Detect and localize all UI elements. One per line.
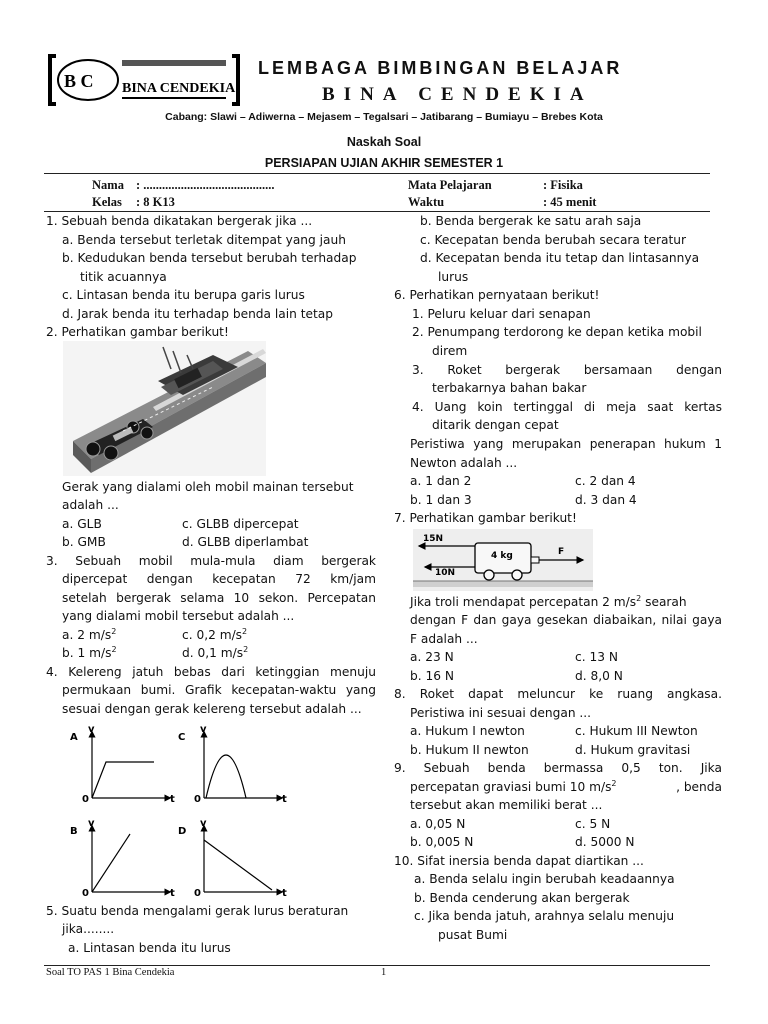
force-left-bottom-label: 10N [435,568,456,578]
question-5-option-b: b. Benda bergerak ke satu arah saja [420,214,642,228]
question-8-line-1: 8. Roket dapat meluncur ke ruang angkasa. [394,687,722,701]
question-6-option-b: b. 1 dan 3 [410,493,472,507]
question-4-line-1: 4. Kelereng jatuh bebas dari ketinggian menuju [46,665,376,679]
graph-a-t-label: t [170,794,175,805]
question-7-option-c: c. 13 N [575,650,618,664]
question-3-line-2: dipercepat dengan kecepatan 72 km/jam [62,572,376,586]
branch-list: Cabang: Slawi – Adiwerna – Mejasem – Tegalsari – Jatibarang – Bumiayu – Brebes Kota [165,111,603,123]
question-6-option-a: a. 1 dan 2 [410,474,472,488]
graph-c-v-label: v [200,724,207,735]
time-value: : 45 menit [543,195,597,209]
question-10-option-b: b. Benda cenderung akan bergerak [414,891,630,905]
graph-b-origin: 0 [82,888,89,899]
question-5-option-a: a. Lintasan benda itu lurus [68,941,231,955]
question-1-option-d: d. Jarak benda itu terhadap benda lain tetap [62,307,333,321]
graph-b-t-label: t [170,888,175,899]
trolley-mass-label: 4 kg [491,551,513,561]
graph-c-origin: 0 [194,794,201,805]
question-2-option-b: b. GMB [62,535,106,549]
question-9-option-c: c. 5 N [575,817,611,831]
question-4-line-2: permukaan bumi. Grafik kecepatan-waktu yang [62,683,376,697]
force-right-label: F [558,547,565,557]
question-2-option-a: a. GLB [62,517,102,531]
question-6-question-line-2: Newton adalah ... [410,456,518,470]
question-2-text-line-2: adalah ... [62,498,119,512]
question-6-statement-2-cont: direm [432,344,468,358]
question-5-line-2: jika........ [62,922,115,936]
graph-a [70,724,175,805]
institution-name: BINA CENDEKIA [322,84,593,105]
graph-d-v-label: v [200,818,207,829]
institution-logo [46,52,242,108]
footer-divider [44,965,710,966]
question-3-option-d: d. 0,1 $m/s^2$ [182,644,249,660]
question-7-line-3: F adalah ... [410,632,478,646]
toy-car-track-figure [63,341,266,476]
name-value: : .......................................... [136,178,275,192]
question-9-option-b: b. 0,005 N [410,835,474,849]
institution-title: LEMBAGA BIMBINGAN BELAJAR [258,58,623,78]
question-3-option-a: a. 2 $m/s^2$ [62,626,117,642]
question-6-option-c: c. 2 dan 4 [575,474,636,488]
time-label: Waktu [408,195,445,209]
header-divider [44,173,710,174]
question-8-option-c: c. Hukum III Newton [575,724,698,738]
exam-title: PERSIAPAN UJIAN AKHIR SEMESTER 1 [264,156,504,170]
question-7-option-b: b. 16 N [410,669,454,683]
document-type: Naskah Soal [346,135,422,149]
question-6-statement-1: 1. Peluru keluar dari senapan [412,307,591,321]
graph-c [178,724,287,805]
subject-value: : Fisika [543,178,583,192]
question-10-option-c: c. Jika benda jatuh, arahnya selalu menuju [414,909,675,923]
question-8-line-2: Peristiwa ini sesuai dengan ... [410,706,592,720]
graph-b [70,818,175,899]
question-7-stem: 7. Perhatikan gambar berikut! [394,511,577,525]
question-1-option-b-cont: titik acuannya [80,270,167,284]
question-3-line-3: setelah bergerak selama 10 sekon. Percepatan [62,591,376,605]
graph-b-label: B [70,826,78,837]
graph-c-t-label: t [282,794,287,805]
question-1-option-b: b. Kedudukan benda tersebut berubah terhadap [62,251,357,265]
graph-a-origin: 0 [82,794,89,805]
question-3-option-b: b. 1 $m/s^2$ [62,644,117,660]
question-9-line-2: percepatan graviasi bumi 10 $m/s^2$ , benda [410,778,722,794]
graph-d-t-label: t [282,888,287,899]
question-9-line-1: 9. Sebuah benda bermassa 0,5 ton. Jika [394,761,722,775]
question-6-option-d: d. 3 dan 4 [575,493,637,507]
question-4-line-3: sesuai dengan gerak kelereng tersebut adalah ... [62,702,362,716]
question-8-option-d: d. Hukum gravitasi [575,743,691,757]
graph-a-label: A [70,732,78,743]
question-7-line-2: dengan F dan gaya gesekan diabaikan, nilai gaya [410,613,722,627]
question-1-stem: 1. Sebuah benda dikatakan bergerak jika ... [46,214,313,228]
question-5-line-1: 5. Suatu benda mengalami gerak lurus beraturan [46,904,349,918]
question-3-option-c: c. 0,2 $m/s^2$ [182,626,248,642]
graph-b-v-label: v [88,818,95,829]
force-left-top-label: 15N [423,534,444,544]
question-6-stem: 6. Perhatikan pernyataan berikut! [394,288,600,302]
subject-label: Mata Pelajaran [408,178,492,192]
graph-c-label: C [178,732,186,743]
graph-d [178,818,287,899]
question-10-stem: 10. Sifat inersia benda dapat diartikan ... [394,854,644,868]
question-8-option-a: a. Hukum I newton [410,724,525,738]
graph-a-v-label: v [88,724,95,735]
question-3-line-4: yang dialami mobil tersebut adalah ... [62,609,295,623]
question-10-option-c-cont: pusat Bumi [438,928,508,942]
question-6-statement-4: 4. Uang koin tertinggal di meja saat kertas [412,400,722,414]
velocity-time-graphs [62,722,302,900]
logo-initials: B C [64,71,94,91]
question-6-statement-2: 2. Penumpang terdorong ke depan ketika mobil [412,325,702,339]
logo-text: BINA CENDEKIA [122,81,236,96]
question-7-option-a: a. 23 N [410,650,454,664]
question-9-option-a: a. 0,05 N [410,817,466,831]
question-1-option-a: a. Benda tersebut terletak ditempat yang jauh [62,233,346,247]
question-5-option-d-cont: lurus [438,270,469,284]
page-number: 1 [381,967,387,978]
question-2-stem: 2. Perhatikan gambar berikut! [46,325,229,339]
class-value: : 8 K13 [136,195,175,209]
name-label: Nama [92,178,124,192]
question-9-option-d: d. 5000 N [575,835,635,849]
question-7-line-1: Jika troli mendapat percepatan 2 $m/s^2$ searah [410,593,687,609]
question-5-option-c: c. Kecepatan benda berubah secara teratur [420,233,687,247]
question-6-statement-3: 3. Roket bergerak bersamaan dengan [412,363,722,377]
footer-title: Soal TO PAS 1 Bina Cendekia [46,967,175,978]
question-2-option-c: c. GLBB dipercepat [182,517,299,531]
question-6-statement-4-cont: ditarik dengan cepat [432,418,559,432]
question-5-option-d: d. Kecepatan benda itu tetap dan lintasannya [420,251,700,265]
question-7-option-d: d. 8,0 N [575,669,623,683]
question-3-line-1: 3. Sebuah mobil mula-mula diam bergerak [46,554,376,568]
question-6-statement-3-cont: terbakarnya bahan bakar [432,381,587,395]
question-2-option-d: d. GLBB diperlambat [182,535,309,549]
graph-d-label: D [178,826,187,837]
question-8-option-b: b. Hukum II newton [410,743,529,757]
trolley-forces-figure [413,529,593,591]
class-label: Kelas [92,195,122,209]
question-6-question-line-1: Peristiwa yang merupakan penerapan hukum 1 [410,437,722,451]
question-2-text-line-1: Gerak yang dialami oleh mobil mainan tersebut [62,480,354,494]
question-1-option-c: c. Lintasan benda itu berupa garis lurus [62,288,305,302]
question-9-line-3: tersebut akan memiliki berat ... [410,798,603,812]
question-10-option-a: a. Benda selalu ingin berubah keadaannya [414,872,675,886]
graph-d-origin: 0 [194,888,201,899]
